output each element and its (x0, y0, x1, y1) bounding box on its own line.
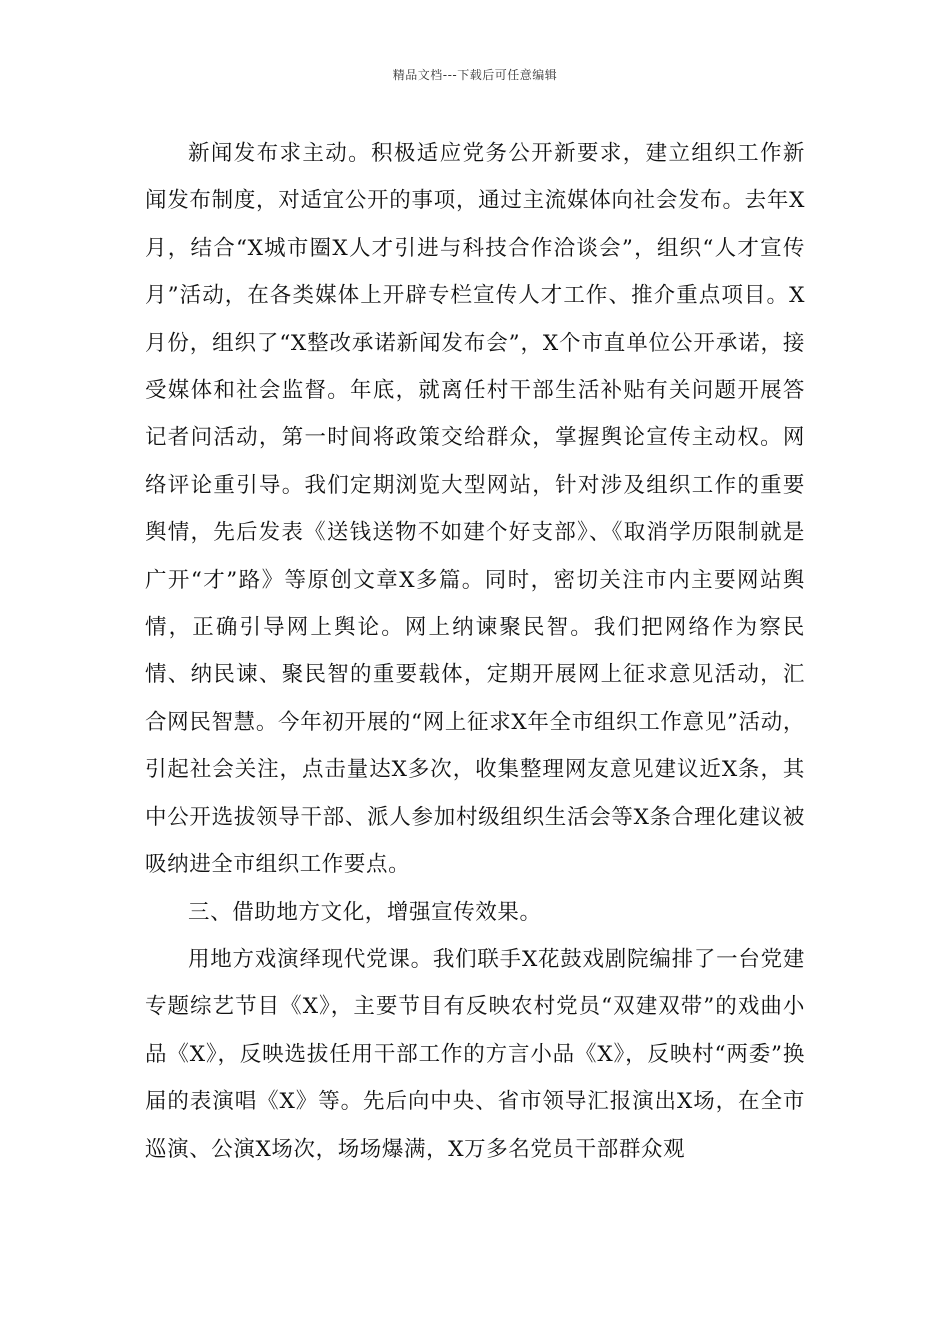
body-paragraph: 新闻发布求主动。积极适应党务公开新要求，建立组织工作新闻发布制度，对适宜公开的事项，通过主流媒体向社会发布。去年X月，结合“X城市圈X人才引进与科技合作洽谈会”，组织“人才宣传月”活动，在各类媒体上开辟专栏宣传人才工作、推介重点项目。X月份，组织了“X整改承诺新闻发布会”，X个市直单位公开承诺，接受媒体和社会监督。年底，就离任村干部生活补贴有关问题开展答记者问活动，第一时间将政策交给群众，掌握舆论宣传主动权。网络评论重引导。我们定期浏览大型网站，针对涉及组织工作的重要舆情，先后发表《送钱送物不如建个好支部》、《取消学历限制就是广开“才”路》等原创文章X多篇。同时，密切关注市内主要网站舆情，正确引导网上舆论。网上纳谏聚民智。我们把网络作为察民情、纳民谏、聚民智的重要载体，定期开展网上征求意见活动，汇合网民智慧。今年初开展的“网上征求X年全市组织工作意见”活动，引起社会关注，点击量达X多次，收集整理网友意见建议近X条，其中公开选拔领导干部、派人参加村级组织生活会等X条合理化建议被吸纳进全市组织工作要点。 (145, 141, 805, 878)
body-paragraph: 用地方戏演绎现代党课。我们联手X花鼓戏剧院编排了一台党建专题综艺节目《X》，主要节目有反映农村党员“双建双带”的戏曲小品《X》，反映选拔任用干部工作的方言小品《X》，反映村“两委”换届的表演唱《X》等。先后向中央、省市领导汇报演出X场，在全市巡演、公演X场次，场场爆满，X万多名党员干部群众观 (145, 946, 805, 1162)
document-body (145, 130, 805, 1173)
page-header: 精品文档---下载后可任意编辑 (392, 68, 558, 82)
section-heading: 三、借助地方文化，增强宣传效果。 (188, 899, 542, 925)
